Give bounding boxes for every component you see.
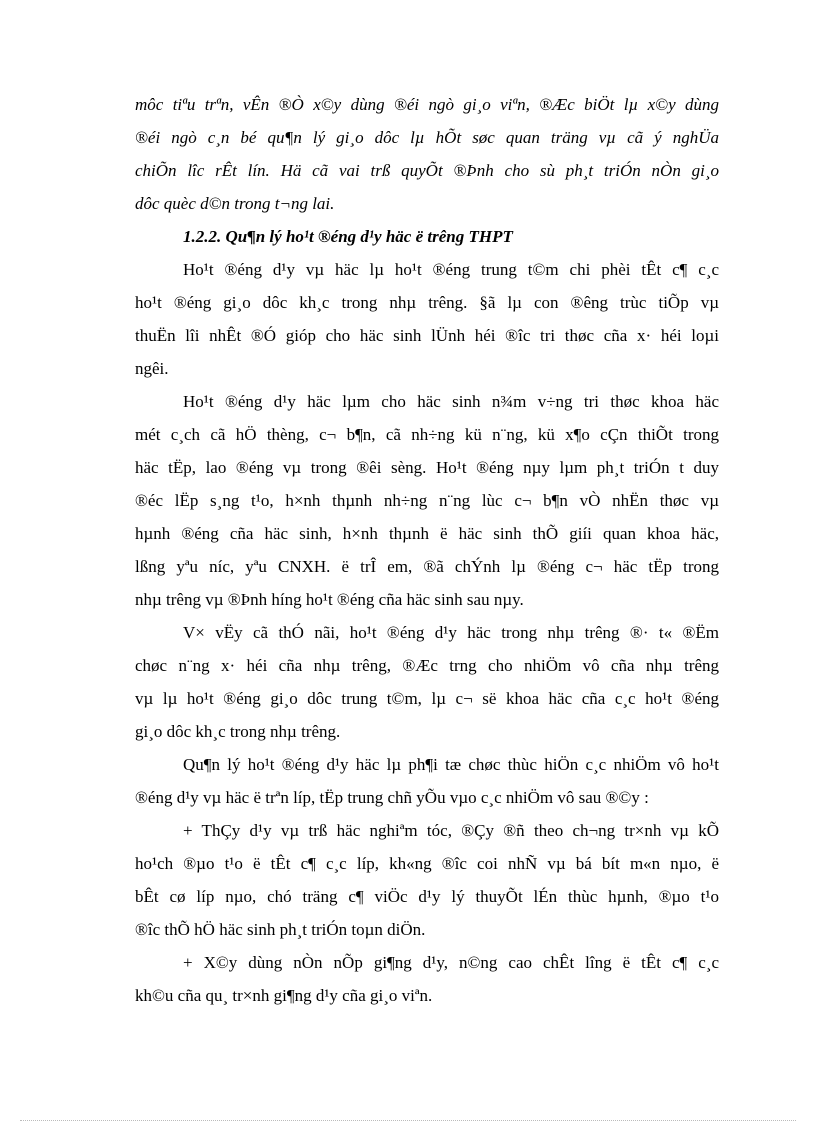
text-line: vµ lµ ho¹t ®éng gi¸o dôc trung t©m, lµ c¬ së khoa häc cña c¸c ho¹t ®éng [135, 689, 719, 708]
text-line: chiÕn lîc rÊt lín. Hä cã vai trß quyÕt ®Þnh cho sù ph¸t triÓn nÒn gi¸o [135, 161, 719, 180]
text-line: Ho¹t ®éng d¹y vµ häc lµ ho¹t ®éng trung t©m chi phèi tÊt c¶ c¸c [183, 260, 719, 279]
text-line: mét c¸ch cã hÖ thèng, c¬ b¶n, cã nh÷ng kü n¨ng, kü x¶o cÇn thiÕt trong [135, 425, 719, 444]
document-body [135, 88, 719, 1012]
list-item-line: ®îc thÕ hÖ häc sinh ph¸t triÓn toµn diÖn. [135, 920, 426, 939]
list-item-line: + X©y dùng nÒn nÕp gi¶ng d¹y, n©ng cao chÊt lîng ë tÊt c¶ c¸c [183, 953, 719, 972]
text-line: ®éc lËp s¸ng t¹o, h×nh thµnh nh÷ng n¨ng lùc c¬ b¶n vÒ nhËn thøc vµ [135, 491, 719, 510]
list-item-line: bÊt cø líp nµo, chó träng c¶ viÖc d¹y lý thuyÕt lÉn thùc hµnh, ®µo t¹o [135, 887, 719, 906]
text-line: ho¹t ®éng gi¸o dôc kh¸c trong nhµ trêng. §ã lµ con ®êng trùc tiÕp vµ [135, 293, 719, 312]
text-line: gi¸o dôc kh¸c trong nhµ trêng. [135, 722, 341, 741]
text-line: dôc quèc d©n trong t¬ng lai. [135, 194, 335, 213]
text-line: hµnh ®éng cña häc sinh, h×nh thµnh ë häc sinh thÕ giíi quan khoa häc, [135, 524, 719, 543]
text-line: môc tiªu trªn, vÊn ®Ò x©y dùng ®éi ngò gi¸o viªn, ®Æc biÖt lµ x©y dùng [135, 95, 719, 114]
list-item-line: ho¹ch ®µo t¹o ë tÊt c¶ c¸c líp, kh«ng ®îc coi nhÑ vµ bá bít m«n nµo, ë [135, 854, 719, 873]
text-line: Ho¹t ®éng d¹y häc lµm cho häc sinh n¾m v÷ng tri thøc khoa häc [183, 392, 719, 411]
list-item-line: + ThÇy d¹y vµ trß häc nghiªm tóc, ®Çy ®ñ theo ch¬ng tr×nh vµ kÕ [183, 821, 719, 840]
text-line: häc tËp, lao ®éng vµ trong ®êi sèng. Ho¹t ®éng nµy lµm ph¸t triÓn t duy [135, 458, 719, 477]
section-heading: 1.2.2. Qu¶n lý ho¹t ®éng d¹y häc ë trêng THPT [183, 227, 513, 246]
text-line: chøc n¨ng x· héi cña nhµ trêng, ®Æc trng cho nhiÖm vô cña nhµ trêng [135, 656, 719, 675]
page-bottom-divider [20, 1120, 796, 1121]
text-line: lßng yªu níc, yªu CNXH. ë trÎ em, ®ã chÝnh lµ ®éng c¬ häc tËp trong [135, 557, 719, 576]
text-line: nhµ trêng vµ ®Þnh híng ho¹t ®éng cña häc sinh sau nµy. [135, 590, 524, 609]
text-line: thuËn lîi nhÊt ®Ó gióp cho häc sinh lÜnh héi ®îc tri thøc cña x· héi loµi [135, 326, 719, 345]
list-item-line: kh©u cña qu¸ tr×nh gi¶ng d¹y cña gi¸o viªn. [135, 986, 433, 1005]
text-line: Qu¶n lý ho¹t ®éng d¹y häc lµ ph¶i tæ chøc thùc hiÖn c¸c nhiÖm vô ho¹t [183, 755, 719, 774]
text-line: ngêi. [135, 359, 169, 378]
text-line: V× vËy cã thÓ nãi, ho¹t ®éng d¹y häc trong nhµ trêng ®· t« ®Ëm [183, 623, 719, 642]
text-line: ®éi ngò c¸n bé qu¶n lý gi¸o dôc lµ hÕt søc quan träng vµ cã ý nghÜa [135, 128, 719, 147]
text-line: ®éng d¹y vµ häc ë trªn líp, tËp trung chñ yÕu vµo c¸c nhiÖm vô sau ®©y : [135, 788, 649, 807]
